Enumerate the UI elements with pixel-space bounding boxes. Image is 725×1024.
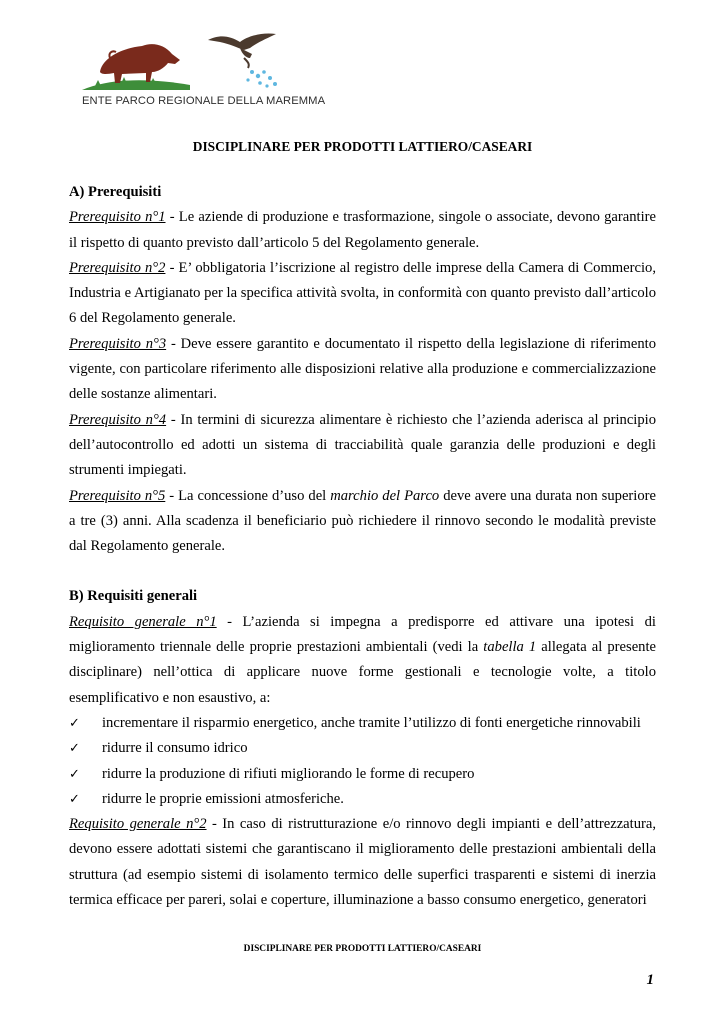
requirement-italic-term: tabella 1 — [483, 639, 537, 656]
prerequisite-text: - E’ obbligatoria l’iscrizione al registro delle imprese della Camera di Commercio, Industria e Artigianato per la specifica attività svolta, in conformità con quanto previsto dall’articolo 6 del Regolamento generale. — [69, 259, 656, 327]
requirement-text: allegata al presente disciplinare) nell’ottica di applicare nuove forme gestionali e tecnologie volte, a titolo esemplificativo e non esaustivo, a: — [69, 639, 656, 706]
checkmark-icon: ✓ — [69, 715, 80, 731]
checkmark-icon: ✓ — [69, 741, 80, 757]
park-logo — [80, 28, 326, 112]
page-number: 1 — [646, 972, 654, 988]
prerequisite-text: - Deve essere garantito e documentato il rispetto della legislazione di riferimento vigente, con particolare riferimento alle disposizioni relative alla produzione e commercializzazione delle sostanze alimentari. — [69, 335, 656, 403]
checklist-item — [69, 736, 656, 761]
checklist-item — [69, 787, 656, 812]
section-a-heading: A) Prerequisiti — [69, 184, 162, 200]
checklist-text: ridurre il consumo idrico — [102, 740, 248, 757]
checklist-item — [69, 762, 656, 787]
requirement-label: Requisito generale n°1 — [69, 613, 217, 630]
prerequisite-text: deve avere una durata non superiore a tre (3) anni. Alla scadenza il beneficiario può richiedere il rinnovo secondo le modalità previste dal Regolamento generale. — [69, 487, 656, 555]
prerequisite-5 — [69, 484, 656, 560]
boar-and-osprey-icon — [80, 28, 300, 94]
checklist — [69, 711, 656, 812]
requirement-2 — [69, 812, 656, 913]
checkmark-icon: ✓ — [69, 766, 80, 782]
prerequisite-text: - Le aziende di produzione e trasformazione, singole o associate, devono garantire il rispetto di quanto previsto dall’articolo 5 del Regolamento generale. — [69, 209, 656, 251]
logo-text: ENTE PARCO REGIONALE DELLA MAREMMA — [82, 95, 326, 107]
prerequisite-4 — [69, 408, 656, 484]
prerequisite-label: Prerequisito n°3 — [69, 335, 167, 352]
prerequisite-label: Prerequisito n°2 — [69, 259, 166, 276]
prerequisite-italic-term: marchio del Parco — [330, 487, 440, 504]
prerequisite-2 — [69, 256, 656, 332]
document-title: DISCIPLINARE PER PRODOTTI LATTIERO/CASEARI — [192, 139, 533, 154]
prerequisite-3 — [69, 332, 656, 408]
page-footer: DISCIPLINARE PER PRODOTTI LATTIERO/CASEARI — [243, 944, 482, 954]
section-spacer — [69, 559, 656, 584]
prerequisite-text: - La concessione d’uso del — [165, 487, 331, 504]
prerequisite-text: - In termini di sicurezza alimentare è richiesto che l’azienda aderisca al principio dell’autocontrollo ed adotti un sistema di tracciabilità quale garanzia delle produzioni e degli strumenti impiegati. — [69, 411, 656, 479]
requirement-text: - L’azienda si impegna a predisporre ed attivare una ipotesi di miglioramento triennale delle proprie prestazioni ambientali (vedi la — [69, 613, 656, 656]
checklist-text: ridurre le proprie emissioni atmosferiche. — [102, 790, 344, 807]
checklist-text: incrementare il risparmio energetico, anche tramite l’utilizzo di fonti energetiche rinnovabili — [102, 714, 641, 731]
document-body — [69, 180, 656, 913]
checklist-item — [69, 711, 656, 736]
checklist-text: ridurre la produzione di rifiuti migliorando le forme di recupero — [102, 765, 475, 782]
requirement-text: - In caso di ristrutturazione e/o rinnovo degli impianti e dell’attrezzatura, devono essere adottati sistemi che garantiscano il miglioramento delle prestazioni ambientali della struttura (ad esempio sistemi di isolamento termico delle superfici trasparenti e sistemi di inerzia termica efficace per pareri, solai e coperture, illuminazione a basso consumo energetico, generatori — [69, 816, 656, 909]
prerequisite-label: Prerequisito n°4 — [69, 411, 167, 428]
checkmark-icon: ✓ — [69, 791, 80, 807]
prerequisite-1 — [69, 205, 656, 256]
requirement-label: Requisito generale n°2 — [69, 816, 207, 833]
prerequisite-label: Prerequisito n°5 — [69, 487, 166, 504]
requirement-1 — [69, 610, 656, 711]
section-b-heading: B) Requisiti generali — [69, 588, 198, 605]
prerequisite-label: Prerequisito n°1 — [69, 209, 166, 226]
